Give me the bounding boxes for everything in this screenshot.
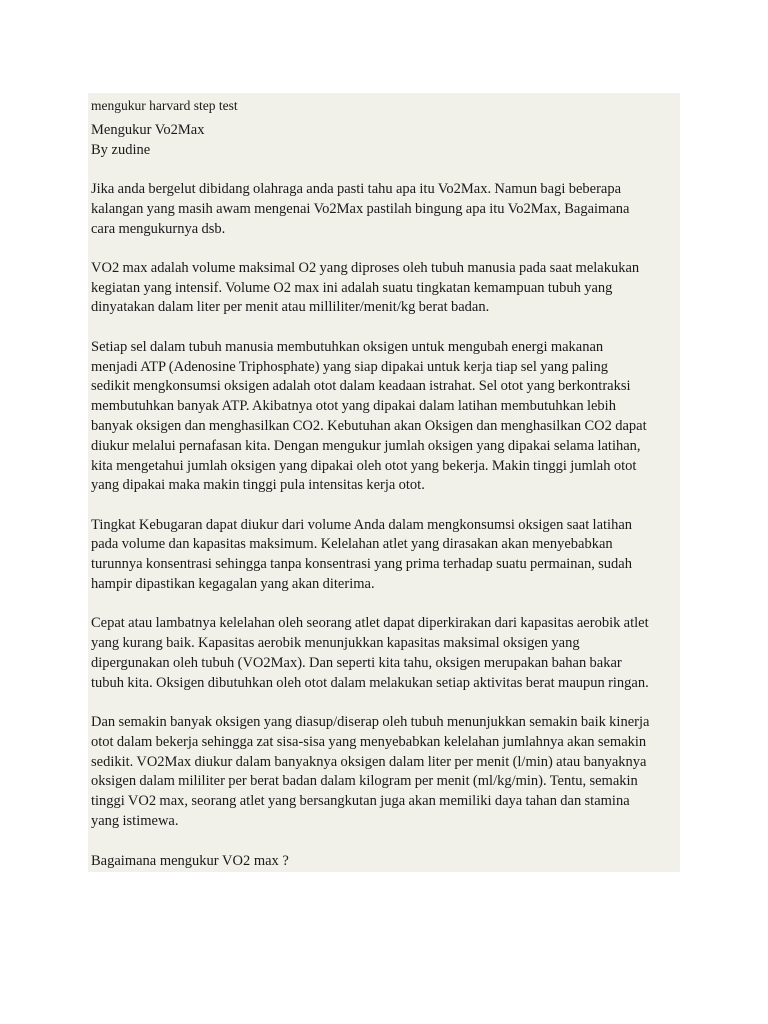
paragraph-line: tubuh kita. Oksigen dibutuhkan oleh otot dalam melakukan setiap aktivitas berat maupun ringan. bbox=[91, 674, 649, 691]
paragraph-line: hampir dipastikan kegagalan yang akan diterima. bbox=[91, 576, 375, 593]
paragraph-line: Tingkat Kebugaran dapat diukur dari volume Anda dalam mengkonsumsi oksigen saat latihan bbox=[91, 516, 633, 533]
paragraph-line: menjadi ATP (Adenosine Triphosphate) yang siap dipakai untuk kerja tiap sel yang paling bbox=[91, 358, 608, 375]
paragraph-line: Dan semakin banyak oksigen yang diasup/diserap oleh tubuh menunjukkan semakin baik kinerja bbox=[91, 714, 650, 731]
paragraph-line: kita mengetahui jumlah oksigen yang dipakai oleh otot yang bekerja. Makin tinggi jumlah otot bbox=[91, 457, 637, 474]
paragraph-line: yang dipakai maka makin tinggi pula intensitas kerja otot. bbox=[91, 477, 425, 494]
section-question: Bagaimana mengukur VO2 max ? bbox=[91, 853, 289, 870]
paragraph-line: tinggi VO2 max, seorang atlet yang bersangkutan juga akan memiliki daya tahan dan stamina bbox=[91, 793, 630, 810]
paragraph-line: membutuhkan banyak ATP. Akibatnya otot yang dipakai dalam latihan membutuhkan lebih bbox=[91, 398, 616, 415]
paragraph-line: yang istimewa. bbox=[91, 813, 179, 830]
paragraph bbox=[91, 516, 679, 595]
paragraph-line: oksigen dalam mililiter per berat badan dalam kilogram per menit (ml/kg/min). Tentu, semakin bbox=[91, 773, 638, 790]
paragraph-line: Jika anda bergelut dibidang olahraga anda pasti tahu apa itu Vo2Max. Namun bagi beberapa bbox=[91, 181, 622, 197]
paragraph-line: kalangan yang masih awam mengenai Vo2Max pastilah bingung apa itu Vo2Max, Bagaimana bbox=[91, 200, 630, 217]
paragraph-line: pada volume dan kapasitas maksimum. Kelelahan atlet yang dirasakan akan menyebabkan bbox=[91, 536, 613, 553]
paragraph bbox=[91, 713, 679, 832]
article-author: By zudine bbox=[91, 142, 151, 158]
paragraph bbox=[91, 338, 679, 496]
paragraph-line: turunnya konsentrasi sehingga tanpa konsentrasi yang prima terhadap suatu permainan, sudah bbox=[91, 556, 632, 573]
paragraph-line: dinyatakan dalam liter per menit atau milliliter/menit/kg berat badan. bbox=[91, 299, 490, 316]
paragraph-line: kegiatan yang intensif. Volume O2 max ini adalah suatu tingkatan kemampuan tubuh yang bbox=[91, 279, 613, 296]
paragraph-line: diukur melalui pernafasan kita. Dengan mengukur jumlah oksigen yang dipakai selama latihan, bbox=[91, 437, 641, 454]
document-title: mengukur harvard step test bbox=[91, 98, 238, 113]
paragraph bbox=[91, 180, 679, 239]
paragraph-line: Setiap sel dalam tubuh manusia membutuhkan oksigen untuk mengubah energi makanan bbox=[91, 338, 604, 355]
article-heading: Mengukur Vo2Max bbox=[91, 122, 205, 138]
paragraph-line: banyak oksigen dan menghasilkan CO2. Kebutuhan akan Oksigen dan menghasilkan CO2 dapat bbox=[91, 417, 647, 434]
paragraph-line: sedikit. VO2Max diukur dalam banyaknya oksigen dalam liter per menit (l/min) atau banyaknya bbox=[91, 753, 647, 770]
paragraph-line: Cepat atau lambatnya kelelahan oleh seorang atlet dapat diperkirakan dari kapasitas aerobik atlet bbox=[91, 615, 649, 632]
paragraph-line: dipergunakan oleh tubuh (VO2Max). Dan seperti kita tahu, oksigen merupakan bahan bakar bbox=[91, 654, 622, 671]
paragraph bbox=[91, 614, 679, 693]
paragraph-line: sedikit mengkonsumsi oksigen adalah otot dalam keadaan istrahat. Sel otot yang berkontraksi bbox=[91, 378, 631, 395]
article-body bbox=[91, 180, 680, 832]
paragraph-line: yang kurang baik. Kapasitas aerobik menunjukkan kapasitas maksimal oksigen yang bbox=[91, 635, 580, 652]
paragraph bbox=[91, 259, 679, 318]
document-page bbox=[88, 93, 680, 872]
paragraph-line: otot dalam bekerja sehingga zat sisa-sisa yang menyebabkan kelelahan jumlahnya akan semakin bbox=[91, 733, 647, 750]
paragraph-line: cara mengukurnya dsb. bbox=[91, 220, 226, 237]
paragraph-line: VO2 max adalah volume maksimal O2 yang diproses oleh tubuh manusia pada saat melakukan bbox=[91, 259, 640, 276]
